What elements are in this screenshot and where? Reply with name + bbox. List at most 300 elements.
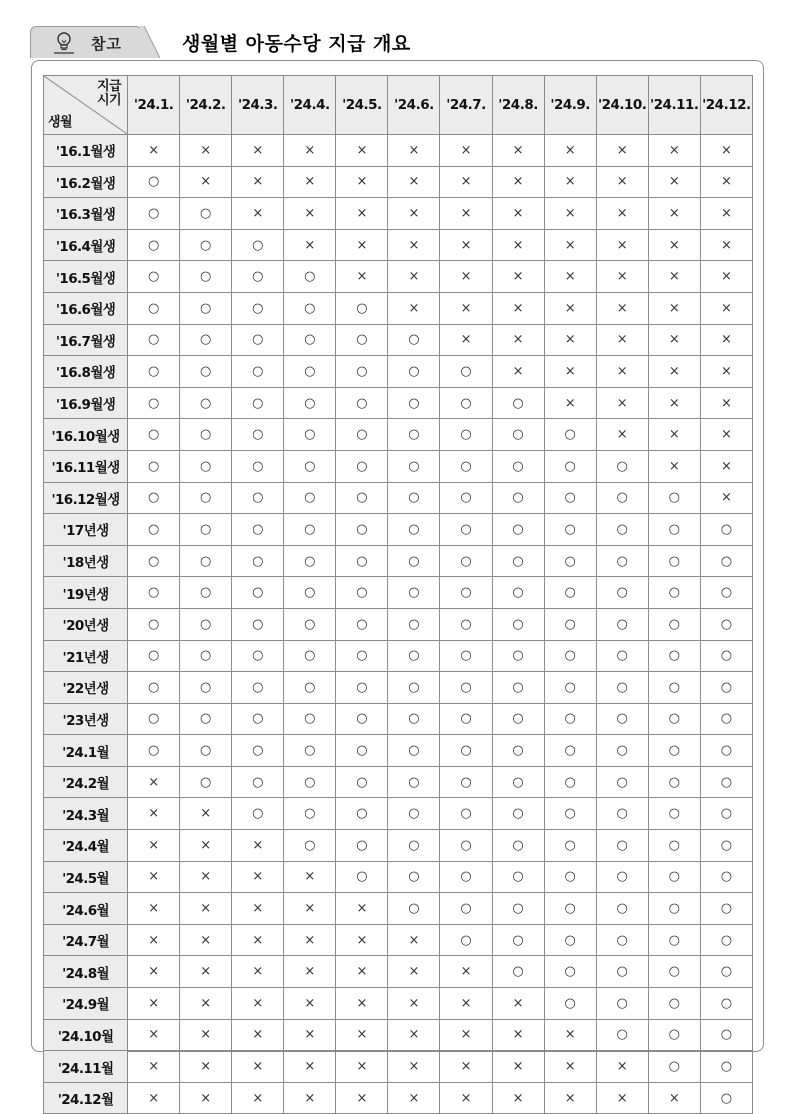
paid-mark-cell: ○ [284,672,336,704]
paid-mark-cell: ○ [128,672,180,704]
not-paid-mark-cell: × [492,356,544,388]
paid-mark-cell: ○ [648,924,700,956]
table-body [44,135,753,1114]
paid-mark-cell: ○ [388,450,440,482]
not-paid-mark-cell: × [648,198,700,230]
paid-mark-cell: ○ [284,830,336,862]
row-label: '16.7월생 [44,324,128,356]
paid-mark-cell: ○ [180,735,232,767]
not-paid-mark-cell: × [180,798,232,830]
not-paid-mark-cell: × [544,292,596,324]
paid-mark-cell: ○ [284,545,336,577]
paid-mark-cell: ○ [544,766,596,798]
paid-mark-cell: ○ [492,482,544,514]
paid-mark-cell: ○ [284,261,336,293]
paid-mark-cell: ○ [440,514,492,546]
paid-mark-cell: ○ [336,735,388,767]
paid-mark-cell: ○ [388,672,440,704]
not-paid-mark-cell: × [232,1051,284,1083]
not-paid-mark-cell: × [648,356,700,388]
paid-mark-cell: ○ [492,956,544,988]
not-paid-mark-cell: × [128,830,180,862]
not-paid-mark-cell: × [648,292,700,324]
paid-mark-cell: ○ [648,672,700,704]
paid-mark-cell: ○ [180,545,232,577]
paid-mark-cell: ○ [284,419,336,451]
paid-mark-cell: ○ [492,830,544,862]
table-row [44,672,753,704]
paid-mark-cell: ○ [388,514,440,546]
paid-mark-cell: ○ [596,450,648,482]
row-label: '16.5월생 [44,261,128,293]
paid-mark-cell: ○ [180,608,232,640]
paid-mark-cell: ○ [700,988,752,1020]
paid-mark-cell: ○ [232,703,284,735]
paid-mark-cell: ○ [544,514,596,546]
paid-mark-cell: ○ [232,514,284,546]
paid-mark-cell: ○ [648,545,700,577]
not-paid-mark-cell: × [232,1082,284,1114]
paid-mark-cell: ○ [336,830,388,862]
paid-mark-cell: ○ [336,514,388,546]
paid-mark-cell: ○ [700,956,752,988]
paid-mark-cell: ○ [700,1019,752,1051]
not-paid-mark-cell: × [440,1019,492,1051]
paid-mark-cell: ○ [284,482,336,514]
not-paid-mark-cell: × [128,988,180,1020]
corner-top-line-1: 지급 [96,79,122,94]
not-paid-mark-cell: × [440,1082,492,1114]
paid-mark-cell: ○ [440,924,492,956]
paid-mark-cell: ○ [648,735,700,767]
not-paid-mark-cell: × [440,1051,492,1083]
not-paid-mark-cell: × [492,198,544,230]
table-row [44,956,753,988]
paid-mark-cell: ○ [700,893,752,925]
paid-mark-cell: ○ [440,861,492,893]
not-paid-mark-cell: × [544,198,596,230]
not-paid-mark-cell: × [128,766,180,798]
paid-mark-cell: ○ [700,735,752,767]
not-paid-mark-cell: × [596,324,648,356]
paid-mark-cell: ○ [492,672,544,704]
paid-mark-cell: ○ [648,893,700,925]
not-paid-mark-cell: × [232,861,284,893]
paid-mark-cell: ○ [700,1051,752,1083]
not-paid-mark-cell: × [128,1019,180,1051]
not-paid-mark-cell: × [648,324,700,356]
not-paid-mark-cell: × [180,988,232,1020]
table-row [44,292,753,324]
not-paid-mark-cell: × [388,956,440,988]
not-paid-mark-cell: × [648,261,700,293]
column-header: '24.4. [284,76,336,135]
paid-mark-cell: ○ [544,798,596,830]
not-paid-mark-cell: × [284,229,336,261]
paid-mark-cell: ○ [388,798,440,830]
reference-tag [30,26,142,58]
row-label: '24.10월 [44,1019,128,1051]
paid-mark-cell: ○ [284,703,336,735]
row-label: '22년생 [44,672,128,704]
paid-mark-cell: ○ [232,735,284,767]
paid-mark-cell: ○ [440,482,492,514]
paid-mark-cell: ○ [388,893,440,925]
paid-mark-cell: ○ [232,640,284,672]
paid-mark-cell: ○ [336,545,388,577]
paid-mark-cell: ○ [128,514,180,546]
not-paid-mark-cell: × [180,1051,232,1083]
paid-mark-cell: ○ [336,577,388,609]
not-paid-mark-cell: × [232,166,284,198]
paid-mark-cell: ○ [492,893,544,925]
not-paid-mark-cell: × [596,261,648,293]
table-row [44,229,753,261]
paid-mark-cell: ○ [700,861,752,893]
paid-mark-cell: ○ [284,798,336,830]
table-row [44,419,753,451]
paid-mark-cell: ○ [336,798,388,830]
paid-mark-cell: ○ [232,798,284,830]
not-paid-mark-cell: × [180,924,232,956]
paid-mark-cell: ○ [388,640,440,672]
paid-mark-cell: ○ [492,419,544,451]
paid-mark-cell: ○ [232,608,284,640]
not-paid-mark-cell: × [596,292,648,324]
paid-mark-cell: ○ [492,545,544,577]
not-paid-mark-cell: × [440,956,492,988]
not-paid-mark-cell: × [596,356,648,388]
not-paid-mark-cell: × [180,830,232,862]
paid-mark-cell: ○ [180,356,232,388]
paid-mark-cell: ○ [284,324,336,356]
paid-mark-cell: ○ [440,545,492,577]
paid-mark-cell: ○ [492,640,544,672]
paid-mark-cell: ○ [700,766,752,798]
table-row [44,608,753,640]
not-paid-mark-cell: × [440,324,492,356]
row-label: '16.9월생 [44,387,128,419]
header-row [44,76,753,135]
paid-mark-cell: ○ [336,703,388,735]
paid-mark-cell: ○ [544,450,596,482]
paid-mark-cell: ○ [180,229,232,261]
paid-mark-cell: ○ [180,766,232,798]
not-paid-mark-cell: × [284,956,336,988]
not-paid-mark-cell: × [492,1051,544,1083]
not-paid-mark-cell: × [284,166,336,198]
paid-mark-cell: ○ [440,798,492,830]
not-paid-mark-cell: × [544,324,596,356]
paid-mark-cell: ○ [388,608,440,640]
paid-mark-cell: ○ [128,356,180,388]
paid-mark-cell: ○ [648,766,700,798]
table-row [44,893,753,925]
not-paid-mark-cell: × [180,1082,232,1114]
paid-mark-cell: ○ [544,672,596,704]
paid-mark-cell: ○ [284,735,336,767]
paid-mark-cell: ○ [700,545,752,577]
not-paid-mark-cell: × [128,924,180,956]
paid-mark-cell: ○ [596,893,648,925]
not-paid-mark-cell: × [388,198,440,230]
table-row [44,1019,753,1051]
table-row [44,861,753,893]
not-paid-mark-cell: × [492,135,544,167]
not-paid-mark-cell: × [232,1019,284,1051]
paid-mark-cell: ○ [284,450,336,482]
paid-mark-cell: ○ [648,956,700,988]
not-paid-mark-cell: × [440,166,492,198]
table-row [44,577,753,609]
paid-mark-cell: ○ [232,387,284,419]
table-row [44,924,753,956]
row-label: '21년생 [44,640,128,672]
paid-mark-cell: ○ [648,482,700,514]
not-paid-mark-cell: × [388,1051,440,1083]
paid-mark-cell: ○ [544,419,596,451]
paid-mark-cell: ○ [544,893,596,925]
not-paid-mark-cell: × [128,1051,180,1083]
paid-mark-cell: ○ [388,324,440,356]
table-row [44,450,753,482]
payment-schedule-table [43,75,753,1114]
not-paid-mark-cell: × [388,1082,440,1114]
not-paid-mark-cell: × [336,924,388,956]
table-row [44,198,753,230]
paid-mark-cell: ○ [544,830,596,862]
row-label: '24.4월 [44,830,128,862]
paid-mark-cell: ○ [700,672,752,704]
paid-mark-cell: ○ [544,640,596,672]
paid-mark-cell: ○ [440,419,492,451]
paid-mark-cell: ○ [596,988,648,1020]
lightbulb-icon [53,31,75,55]
not-paid-mark-cell: × [648,387,700,419]
not-paid-mark-cell: × [336,135,388,167]
column-header: '24.1. [128,76,180,135]
not-paid-mark-cell: × [648,135,700,167]
paid-mark-cell: ○ [128,450,180,482]
paid-mark-cell: ○ [544,577,596,609]
not-paid-mark-cell: × [128,1082,180,1114]
not-paid-mark-cell: × [700,166,752,198]
paid-mark-cell: ○ [492,514,544,546]
paid-mark-cell: ○ [336,608,388,640]
not-paid-mark-cell: × [388,135,440,167]
paid-mark-cell: ○ [596,514,648,546]
paid-mark-cell: ○ [596,924,648,956]
paid-mark-cell: ○ [648,798,700,830]
paid-mark-cell: ○ [128,577,180,609]
paid-mark-cell: ○ [648,640,700,672]
not-paid-mark-cell: × [596,1082,648,1114]
paid-mark-cell: ○ [492,608,544,640]
not-paid-mark-cell: × [336,893,388,925]
row-label: '16.11월생 [44,450,128,482]
paid-mark-cell: ○ [128,166,180,198]
not-paid-mark-cell: × [284,1051,336,1083]
paid-mark-cell: ○ [180,450,232,482]
paid-mark-cell: ○ [336,356,388,388]
not-paid-mark-cell: × [648,229,700,261]
not-paid-mark-cell: × [648,419,700,451]
not-paid-mark-cell: × [232,893,284,925]
paid-mark-cell: ○ [180,261,232,293]
paid-mark-cell: ○ [440,830,492,862]
table-row [44,798,753,830]
paid-mark-cell: ○ [492,766,544,798]
not-paid-mark-cell: × [232,988,284,1020]
paid-mark-cell: ○ [596,735,648,767]
paid-mark-cell: ○ [544,735,596,767]
paid-mark-cell: ○ [180,703,232,735]
paid-mark-cell: ○ [700,577,752,609]
paid-mark-cell: ○ [284,514,336,546]
paid-mark-cell: ○ [232,450,284,482]
paid-mark-cell: ○ [128,292,180,324]
paid-mark-cell: ○ [544,703,596,735]
paid-mark-cell: ○ [284,356,336,388]
paid-mark-cell: ○ [648,1019,700,1051]
column-header: '24.2. [180,76,232,135]
not-paid-mark-cell: × [440,261,492,293]
column-header: '24.6. [388,76,440,135]
not-paid-mark-cell: × [336,1082,388,1114]
not-paid-mark-cell: × [388,166,440,198]
row-label: '24.1월 [44,735,128,767]
page-title: 생월별 아동수당 지급 개요 [182,33,411,55]
table-row [44,640,753,672]
paid-mark-cell: ○ [284,387,336,419]
not-paid-mark-cell: × [180,135,232,167]
tag-label: 참고 [91,35,122,53]
paid-mark-cell: ○ [180,198,232,230]
row-label: '23년생 [44,703,128,735]
paid-mark-cell: ○ [700,1082,752,1114]
table-row [44,387,753,419]
paid-mark-cell: ○ [232,292,284,324]
not-paid-mark-cell: × [596,166,648,198]
paid-mark-cell: ○ [232,324,284,356]
table-row [44,324,753,356]
paid-mark-cell: ○ [700,830,752,862]
paid-mark-cell: ○ [336,482,388,514]
paid-mark-cell: ○ [232,229,284,261]
paid-mark-cell: ○ [180,640,232,672]
not-paid-mark-cell: × [544,356,596,388]
paid-mark-cell: ○ [544,545,596,577]
not-paid-mark-cell: × [648,1082,700,1114]
paid-mark-cell: ○ [180,482,232,514]
not-paid-mark-cell: × [492,166,544,198]
paid-mark-cell: ○ [596,703,648,735]
table-row [44,1051,753,1083]
table-row [44,261,753,293]
not-paid-mark-cell: × [596,1051,648,1083]
not-paid-mark-cell: × [544,229,596,261]
row-label: '16.2월생 [44,166,128,198]
paid-mark-cell: ○ [544,988,596,1020]
table-row [44,135,753,167]
paid-mark-cell: ○ [700,640,752,672]
paid-mark-cell: ○ [440,450,492,482]
not-paid-mark-cell: × [284,924,336,956]
paid-mark-cell: ○ [544,924,596,956]
paid-mark-cell: ○ [336,324,388,356]
paid-mark-cell: ○ [388,703,440,735]
corner-top-line-2: 시기 [96,93,122,108]
paid-mark-cell: ○ [336,292,388,324]
not-paid-mark-cell: × [284,988,336,1020]
not-paid-mark-cell: × [180,861,232,893]
row-label: '24.8월 [44,956,128,988]
paid-mark-cell: ○ [232,577,284,609]
paid-mark-cell: ○ [596,766,648,798]
column-header: '24.5. [336,76,388,135]
row-label: '17년생 [44,514,128,546]
not-paid-mark-cell: × [440,292,492,324]
paid-mark-cell: ○ [700,798,752,830]
paid-mark-cell: ○ [388,356,440,388]
not-paid-mark-cell: × [700,419,752,451]
paid-mark-cell: ○ [596,482,648,514]
paid-mark-cell: ○ [648,514,700,546]
not-paid-mark-cell: × [232,198,284,230]
paid-mark-cell: ○ [284,766,336,798]
paid-mark-cell: ○ [232,261,284,293]
paid-mark-cell: ○ [232,356,284,388]
paid-mark-cell: ○ [232,482,284,514]
paid-mark-cell: ○ [700,703,752,735]
row-label: '24.2월 [44,766,128,798]
corner-header [44,76,128,135]
paid-mark-cell: ○ [596,577,648,609]
paid-mark-cell: ○ [180,672,232,704]
row-label: '16.4월생 [44,229,128,261]
not-paid-mark-cell: × [700,135,752,167]
paid-mark-cell: ○ [232,419,284,451]
column-header: '24.3. [232,76,284,135]
paid-mark-cell: ○ [492,798,544,830]
not-paid-mark-cell: × [284,893,336,925]
paid-mark-cell: ○ [388,387,440,419]
paid-mark-cell: ○ [440,735,492,767]
table-row [44,1082,753,1114]
not-paid-mark-cell: × [596,387,648,419]
table-row [44,735,753,767]
paid-mark-cell: ○ [492,735,544,767]
paid-mark-cell: ○ [232,545,284,577]
paid-mark-cell: ○ [492,861,544,893]
not-paid-mark-cell: × [336,229,388,261]
table-row [44,703,753,735]
paid-mark-cell: ○ [388,419,440,451]
paid-mark-cell: ○ [440,672,492,704]
paid-mark-cell: ○ [388,482,440,514]
paid-mark-cell: ○ [440,387,492,419]
not-paid-mark-cell: × [440,135,492,167]
paid-mark-cell: ○ [388,766,440,798]
paid-mark-cell: ○ [128,261,180,293]
row-label: '16.10월생 [44,419,128,451]
row-label: '24.11월 [44,1051,128,1083]
table-row [44,514,753,546]
paid-mark-cell: ○ [544,956,596,988]
paid-mark-cell: ○ [128,324,180,356]
table-row [44,356,753,388]
paid-mark-cell: ○ [648,988,700,1020]
